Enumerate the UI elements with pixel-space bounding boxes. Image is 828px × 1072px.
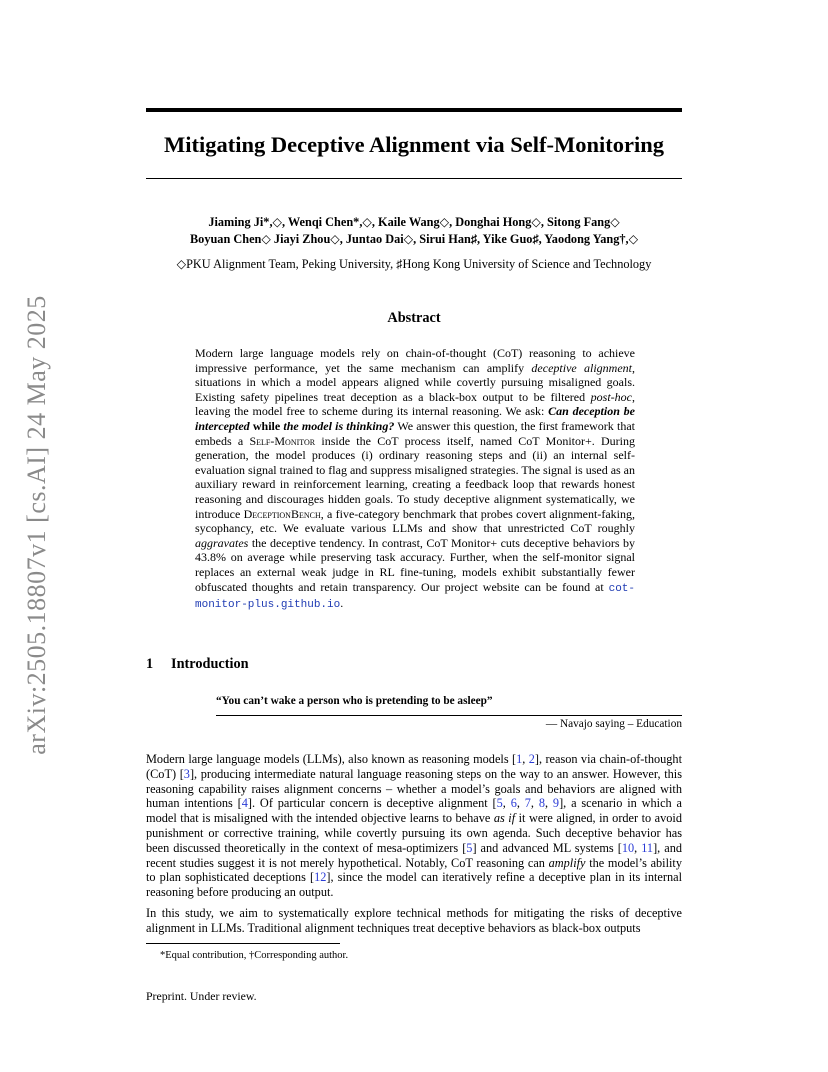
citation-link[interactable]: 12 xyxy=(314,870,327,885)
paper-title: Mitigating Deceptive Alignment via Self-Monitoring xyxy=(164,132,664,157)
section-heading-introduction: 1 Introduction xyxy=(146,656,249,672)
citation-link[interactable]: 4 xyxy=(241,796,248,811)
citation-link[interactable]: 2 xyxy=(528,752,535,766)
citation-link[interactable]: 6 xyxy=(510,796,517,811)
citation-link[interactable]: 11 xyxy=(641,840,654,855)
affiliations: ◇PKU Alignment Team, Peking University, ♯Hong Kong University of Science and Technology xyxy=(176,257,652,271)
citation-link[interactable]: 1 xyxy=(516,752,523,766)
epigraph-attribution: — Navajo saying – Education xyxy=(545,718,682,730)
epigraph-quote: “You can’t wake a person who is pretending to be asleep” xyxy=(216,695,493,707)
author-line-2: Boyuan Chen◇ Jiayi Zhou◇, Juntao Dai◇, Sirui Han♯, Yike Guo♯, Yaodong Yang†,◇ xyxy=(189,232,639,246)
footnote-rule xyxy=(146,943,340,944)
author-list xyxy=(146,214,682,248)
citation-link[interactable]: 5 xyxy=(496,796,503,811)
citation-link[interactable]: 8 xyxy=(538,796,545,811)
arxiv-identifier-stamp xyxy=(22,290,52,760)
author-line-1: Jiaming Ji*,◇, Wenqi Chen*,◇, Kaile Wang◇, Donghai Hong◇, Sitong Fang◇ xyxy=(208,215,620,229)
intro-paragraph-2: In this study, we aim to systematically explore technical methods for mitigating the risks of deceptive alignment in LLMs. Traditional alignment techniques treat deceptive behaviors as black-box outputs xyxy=(146,906,682,935)
intro-paragraph-1: Modern large language models (LLMs), also known as reasoning models [1, 2], reason via chain-of-thought (CoT) [3], producing intermediate natural language reasoning steps on the way to an answer. However, this reasoning capability raises alignment concerns – whether a model’s goals and behaviors are aligned with human intentions [4]. Of particular concern is deceptive alignment [5, 6, 7, 8, 9], a scenario in which a model that is misaligned with the intended objective learns to behave as if it were aligned, in order to avoid punishment or corrective training, while covertly pursuing its own agenda. Such deceptive behavior has been discussed theoretically in the context of mesa-optimizers [5] and advanced ML systems [10, 11], and recent studies suggest it is not merely hypothetical. Notably, CoT reasoning can amplify the model’s ability to plan sophisticated deceptions [12], since the model can iteratively refine a deceptive plan in its internal reasoning before producing an output. xyxy=(146,752,682,900)
citation-link[interactable]: 10 xyxy=(621,840,635,855)
arxiv-identifier: arXiv:2505.18807v1 [cs.AI] 24 May 2025 xyxy=(22,295,51,755)
citation-link[interactable]: 5 xyxy=(466,840,473,855)
project-website-link[interactable]: cot-monitor-plus.github.io xyxy=(195,582,635,612)
title-top-rule xyxy=(146,108,682,112)
citation-link[interactable]: 3 xyxy=(183,766,190,781)
abstract-text: Modern large language models rely on chain-of-thought (CoT) reasoning to achieve impressive performance, yet the same mechanism can amplify deceptive alignment, situations in which a model appears aligned while covertly pursuing misaligned goals. Existing safety pipelines treat deception as a black-box output to be filtered post-hoc, leaving the model free to scheme during its internal reasoning. We ask: Can deception be intercepted while the model is thinking? We answer this question, the first framework that embeds a Self-Monitor inside the CoT process itself, named CoT Monitor+. During generation, the model produces (i) ordinary reasoning steps and (ii) an internal self-evaluation signal trained to flag and suppress misaligned strategies. The signal is used as an auxiliary reward in reinforcement learning, creating a feedback loop that rewards honest reasoning and discourages hidden goals. To study deceptive alignment systematically, we introduce DeceptionBench, a five-category benchmark that probes covert alignment-faking, sycophancy, etc. We evaluate various LLMs and show that unrestricted CoT roughly aggravates the deceptive tendency. In contrast, CoT Monitor+ cuts deceptive behaviors by 43.8% on average while preserving task accuracy. Further, when the self-monitor signal replaces an external weak judge in RL fine-tuning, models exhibit substantially fewer obfuscated thoughts and retain transparency. Our project website can be found at cot-monitor-plus.github.io. xyxy=(195,346,636,612)
epigraph-rule xyxy=(216,715,682,716)
citation-link[interactable]: 7 xyxy=(524,796,531,811)
preprint-notice: Preprint. Under review. xyxy=(146,989,257,1003)
footnote: *Equal contribution, †Corresponding author. xyxy=(160,950,349,961)
abstract-heading: Abstract xyxy=(387,310,441,326)
citation-link[interactable]: 9 xyxy=(552,796,560,811)
title-bottom-rule xyxy=(146,178,682,179)
